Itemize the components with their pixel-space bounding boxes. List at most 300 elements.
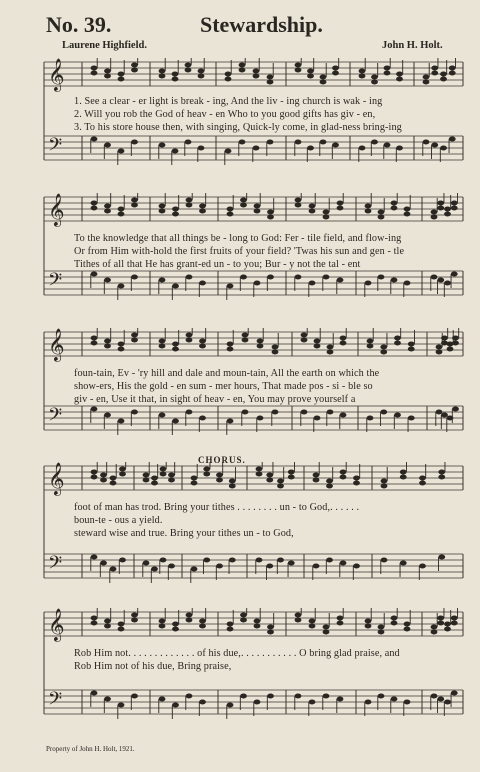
note-head bbox=[367, 339, 374, 344]
note-head bbox=[337, 206, 344, 211]
note-head bbox=[100, 561, 107, 566]
note-head bbox=[431, 71, 438, 76]
note-head bbox=[452, 407, 459, 412]
note-head bbox=[151, 567, 158, 572]
note-head bbox=[186, 333, 193, 338]
note-head bbox=[396, 72, 403, 77]
note-head bbox=[419, 564, 426, 569]
note-head bbox=[408, 342, 415, 347]
note-head bbox=[323, 625, 330, 630]
note-head bbox=[381, 484, 388, 489]
note-head bbox=[444, 700, 451, 705]
note-head bbox=[365, 700, 372, 705]
note-head bbox=[159, 204, 166, 209]
note-head bbox=[295, 618, 302, 623]
note-head bbox=[256, 558, 263, 563]
note-head bbox=[451, 272, 458, 277]
note-head bbox=[288, 470, 295, 475]
note-head bbox=[91, 341, 98, 346]
note-head bbox=[326, 479, 333, 484]
note-head bbox=[172, 342, 179, 347]
note-head bbox=[404, 212, 411, 217]
note-head bbox=[159, 209, 166, 214]
note-head bbox=[367, 416, 374, 421]
note-head bbox=[110, 476, 117, 481]
note-head bbox=[359, 74, 366, 79]
note-head bbox=[307, 69, 314, 74]
note-head bbox=[384, 71, 391, 76]
note-head bbox=[323, 630, 330, 635]
note-head bbox=[380, 345, 387, 350]
treble-clef-icon: 𝄞 bbox=[48, 330, 65, 361]
lyric-line: giv - en, Use it that, in sight of heav - en, You may prove yourself a bbox=[74, 394, 356, 405]
note-head bbox=[91, 691, 98, 696]
note-head bbox=[159, 143, 166, 148]
note-head bbox=[118, 284, 125, 289]
lyric-line: To the knowledge that all things be - long to God: Fer - tile field, and flow-ing bbox=[74, 233, 402, 244]
note-head bbox=[309, 209, 316, 214]
note-head bbox=[185, 140, 192, 145]
note-head bbox=[267, 625, 274, 630]
note-head bbox=[431, 143, 438, 148]
lyric-line: Tithes of all that He has grant-ed un - to you; Bur - y not the tal - ent bbox=[74, 259, 361, 270]
note-head bbox=[337, 621, 344, 626]
note-head bbox=[380, 350, 387, 355]
note-head bbox=[185, 63, 192, 68]
lyric-line: steward wise and true. Bring your tithes un - to God, bbox=[74, 528, 294, 539]
note-head bbox=[365, 619, 372, 624]
note-head bbox=[216, 478, 223, 483]
note-head bbox=[314, 339, 321, 344]
note-head bbox=[131, 333, 138, 338]
note-head bbox=[242, 338, 249, 343]
bass-clef-icon: 𝄢 bbox=[48, 688, 63, 713]
note-head bbox=[400, 470, 407, 475]
note-head bbox=[332, 143, 339, 148]
note-head bbox=[451, 201, 458, 206]
note-head bbox=[451, 621, 458, 626]
note-head bbox=[444, 212, 451, 217]
note-head bbox=[216, 564, 223, 569]
note-head bbox=[437, 616, 444, 621]
note-head bbox=[323, 694, 330, 699]
note-head bbox=[404, 627, 411, 632]
note-head bbox=[254, 281, 261, 286]
note-head bbox=[227, 207, 234, 212]
note-head bbox=[451, 206, 458, 211]
note-head bbox=[332, 66, 339, 71]
note-head bbox=[91, 201, 98, 206]
note-head bbox=[295, 140, 302, 145]
note-head bbox=[239, 68, 246, 73]
note-head bbox=[257, 339, 264, 344]
note-head bbox=[253, 69, 260, 74]
note-head bbox=[104, 278, 111, 283]
note-head bbox=[419, 481, 426, 486]
note-head bbox=[380, 410, 387, 415]
note-head bbox=[159, 344, 166, 349]
note-head bbox=[309, 700, 316, 705]
note-head bbox=[437, 206, 444, 211]
note-head bbox=[118, 72, 125, 77]
note-head bbox=[440, 72, 447, 77]
note-head bbox=[168, 478, 175, 483]
note-head bbox=[104, 69, 111, 74]
note-head bbox=[272, 350, 279, 355]
note-head bbox=[295, 63, 302, 68]
note-head bbox=[91, 470, 98, 475]
lyric-line: 3. To his store house then, with singing, Quick-ly come, in glad-ness bring-ing bbox=[74, 122, 402, 133]
note-head bbox=[436, 350, 443, 355]
note-head bbox=[391, 621, 398, 626]
note-head bbox=[396, 146, 403, 151]
lyric-line: foot of man has trod. Bring your tithes . . . . . . . . un - to God,. . . . . . bbox=[74, 502, 360, 513]
copyright-notice: Property of John H. Holt, 1921. bbox=[46, 745, 135, 753]
note-head bbox=[172, 207, 179, 212]
note-head bbox=[313, 478, 320, 483]
note-head bbox=[229, 558, 236, 563]
note-head bbox=[131, 613, 138, 618]
note-head bbox=[91, 272, 98, 277]
note-head bbox=[441, 336, 448, 341]
note-head bbox=[277, 484, 284, 489]
note-head bbox=[378, 630, 385, 635]
note-head bbox=[199, 624, 206, 629]
note-head bbox=[365, 209, 372, 214]
note-head bbox=[254, 624, 261, 629]
note-head bbox=[451, 691, 458, 696]
note-head bbox=[332, 71, 339, 76]
note-head bbox=[340, 413, 347, 418]
note-head bbox=[391, 206, 398, 211]
note-head bbox=[216, 473, 223, 478]
note-head bbox=[320, 80, 327, 85]
note-head bbox=[444, 207, 451, 212]
note-head bbox=[326, 558, 333, 563]
note-head bbox=[431, 215, 438, 220]
note-head bbox=[340, 336, 347, 341]
note-head bbox=[172, 419, 179, 424]
note-head bbox=[242, 410, 249, 415]
note-head bbox=[340, 470, 347, 475]
note-head bbox=[340, 341, 347, 346]
note-head bbox=[301, 338, 308, 343]
note-head bbox=[131, 410, 138, 415]
composer-credit: John H. Holt. bbox=[382, 40, 443, 51]
note-head bbox=[172, 77, 179, 82]
note-head bbox=[159, 619, 166, 624]
note-head bbox=[119, 472, 126, 477]
note-head bbox=[353, 481, 360, 486]
note-head bbox=[172, 212, 179, 217]
note-head bbox=[104, 413, 111, 418]
note-head bbox=[198, 146, 205, 151]
note-head bbox=[131, 203, 138, 208]
note-head bbox=[440, 77, 447, 82]
note-head bbox=[198, 74, 205, 79]
note-head bbox=[159, 74, 166, 79]
note-head bbox=[307, 146, 314, 151]
note-head bbox=[408, 347, 415, 352]
note-head bbox=[172, 703, 179, 708]
note-head bbox=[323, 275, 330, 280]
note-head bbox=[337, 616, 344, 621]
note-head bbox=[256, 472, 263, 477]
treble-clef-icon: 𝄞 bbox=[48, 464, 65, 495]
note-head bbox=[159, 278, 166, 283]
note-head bbox=[440, 146, 447, 151]
note-head bbox=[203, 472, 210, 477]
note-head bbox=[186, 613, 193, 618]
note-head bbox=[437, 201, 444, 206]
hymn-number: No. 39. bbox=[46, 12, 112, 37]
note-head bbox=[452, 341, 459, 346]
note-head bbox=[172, 622, 179, 627]
lyric-line: 1. See a clear - er light is break - ing, And the liv - ing church is wak - ing bbox=[74, 96, 383, 107]
note-head bbox=[104, 209, 111, 214]
note-head bbox=[267, 75, 274, 80]
note-head bbox=[436, 410, 443, 415]
note-head bbox=[199, 619, 206, 624]
note-head bbox=[309, 624, 316, 629]
note-head bbox=[267, 210, 274, 215]
note-head bbox=[431, 275, 438, 280]
note-head bbox=[227, 419, 234, 424]
note-head bbox=[100, 473, 107, 478]
note-head bbox=[404, 622, 411, 627]
note-head bbox=[100, 478, 107, 483]
note-head bbox=[371, 140, 378, 145]
note-head bbox=[359, 69, 366, 74]
note-head bbox=[394, 413, 401, 418]
hymn-title: Stewardship. bbox=[200, 12, 323, 37]
note-head bbox=[186, 198, 193, 203]
note-head bbox=[404, 700, 411, 705]
note-head bbox=[309, 619, 316, 624]
note-head bbox=[253, 146, 260, 151]
music-system-5 bbox=[42, 608, 464, 738]
note-head bbox=[438, 555, 445, 560]
note-head bbox=[441, 413, 448, 418]
lyric-line: Or from Him with-hold the first fruits of your field? 'Twas his sun and gen - tle bbox=[74, 246, 405, 257]
note-head bbox=[314, 416, 321, 421]
note-head bbox=[257, 344, 264, 349]
note-head bbox=[225, 77, 232, 82]
note-head bbox=[240, 618, 247, 623]
note-head bbox=[91, 407, 98, 412]
note-head bbox=[367, 344, 374, 349]
note-head bbox=[239, 140, 246, 145]
note-head bbox=[288, 475, 295, 480]
note-head bbox=[444, 627, 451, 632]
note-head bbox=[267, 630, 274, 635]
note-head bbox=[337, 278, 344, 283]
note-head bbox=[313, 473, 320, 478]
note-head bbox=[186, 275, 193, 280]
note-head bbox=[186, 410, 193, 415]
note-head bbox=[225, 72, 232, 77]
note-head bbox=[378, 625, 385, 630]
note-head bbox=[359, 146, 366, 151]
note-head bbox=[307, 74, 314, 79]
note-head bbox=[191, 567, 198, 572]
note-head bbox=[295, 198, 302, 203]
note-head bbox=[423, 140, 430, 145]
lyric-line: foun-tain, Ev - 'ry hill and dale and moun-tain, All the earth on which the bbox=[74, 368, 380, 379]
note-head bbox=[353, 564, 360, 569]
note-head bbox=[172, 72, 179, 77]
note-head bbox=[104, 74, 111, 79]
note-head bbox=[431, 210, 438, 215]
lyric-line: 2. Will you rob the God of heav - en Who to you good gifts has giv - en, bbox=[74, 109, 376, 120]
note-head bbox=[203, 467, 210, 472]
note-head bbox=[110, 567, 117, 572]
note-head bbox=[327, 410, 334, 415]
note-head bbox=[227, 284, 234, 289]
note-head bbox=[172, 284, 179, 289]
note-head bbox=[168, 473, 175, 478]
note-head bbox=[323, 215, 330, 220]
note-head bbox=[391, 616, 398, 621]
note-head bbox=[295, 275, 302, 280]
note-head bbox=[159, 413, 166, 418]
note-head bbox=[242, 333, 249, 338]
note-head bbox=[449, 66, 456, 71]
bass-clef-icon: 𝄢 bbox=[48, 552, 63, 577]
note-head bbox=[272, 410, 279, 415]
note-head bbox=[423, 75, 430, 80]
note-head bbox=[396, 77, 403, 82]
note-head bbox=[253, 74, 260, 79]
note-head bbox=[266, 478, 273, 483]
note-head bbox=[371, 75, 378, 80]
note-head bbox=[227, 627, 234, 632]
note-head bbox=[118, 703, 125, 708]
note-head bbox=[186, 694, 193, 699]
note-head bbox=[118, 207, 125, 212]
note-head bbox=[159, 697, 166, 702]
note-head bbox=[185, 68, 192, 73]
note-head bbox=[327, 350, 334, 355]
note-head bbox=[104, 143, 111, 148]
note-head bbox=[191, 481, 198, 486]
note-head bbox=[449, 71, 456, 76]
note-head bbox=[118, 212, 125, 217]
note-head bbox=[444, 281, 451, 286]
note-head bbox=[337, 201, 344, 206]
note-head bbox=[240, 203, 247, 208]
note-head bbox=[353, 476, 360, 481]
note-head bbox=[400, 561, 407, 566]
note-head bbox=[160, 467, 167, 472]
note-head bbox=[131, 198, 138, 203]
note-head bbox=[295, 694, 302, 699]
note-head bbox=[437, 278, 444, 283]
treble-clef-icon: 𝄞 bbox=[48, 195, 65, 226]
note-head bbox=[199, 416, 206, 421]
note-head bbox=[227, 347, 234, 352]
note-head bbox=[254, 204, 261, 209]
note-head bbox=[320, 140, 327, 145]
note-head bbox=[118, 627, 125, 632]
note-head bbox=[104, 619, 111, 624]
note-head bbox=[301, 410, 308, 415]
note-head bbox=[431, 66, 438, 71]
note-head bbox=[295, 203, 302, 208]
lyricist-credit: Laurene Highfield. bbox=[62, 40, 147, 51]
note-head bbox=[159, 339, 166, 344]
note-head bbox=[257, 416, 264, 421]
note-head bbox=[203, 558, 210, 563]
note-head bbox=[378, 694, 385, 699]
note-head bbox=[131, 68, 138, 73]
bass-clef-icon: 𝄢 bbox=[48, 269, 63, 294]
note-head bbox=[419, 476, 426, 481]
note-head bbox=[295, 613, 302, 618]
note-head bbox=[444, 622, 451, 627]
note-head bbox=[371, 80, 378, 85]
note-head bbox=[267, 140, 274, 145]
note-head bbox=[323, 210, 330, 215]
note-head bbox=[320, 75, 327, 80]
note-head bbox=[295, 68, 302, 73]
note-head bbox=[104, 204, 111, 209]
note-head bbox=[408, 416, 415, 421]
note-head bbox=[131, 338, 138, 343]
note-head bbox=[160, 472, 167, 477]
note-head bbox=[159, 624, 166, 629]
note-head bbox=[326, 484, 333, 489]
note-head bbox=[267, 80, 274, 85]
note-head bbox=[199, 204, 206, 209]
note-head bbox=[186, 618, 193, 623]
note-head bbox=[172, 347, 179, 352]
note-head bbox=[365, 204, 372, 209]
note-head bbox=[131, 618, 138, 623]
note-head bbox=[118, 77, 125, 82]
note-head bbox=[131, 63, 138, 68]
note-head bbox=[143, 473, 150, 478]
note-head bbox=[91, 336, 98, 341]
note-head bbox=[254, 619, 261, 624]
note-head bbox=[119, 467, 126, 472]
note-head bbox=[394, 341, 401, 346]
note-head bbox=[431, 625, 438, 630]
lyric-line: Rob Him not. . . . . . . . . . . . . of his due,. . . . . . . . . . . O bring glad praise, and bbox=[74, 648, 400, 659]
note-head bbox=[227, 622, 234, 627]
bass-clef-icon: 𝄢 bbox=[48, 404, 63, 429]
note-head bbox=[254, 209, 261, 214]
note-head bbox=[91, 621, 98, 626]
note-head bbox=[199, 700, 206, 705]
note-head bbox=[172, 627, 179, 632]
note-head bbox=[288, 561, 295, 566]
note-head bbox=[266, 564, 273, 569]
note-head bbox=[199, 344, 206, 349]
note-head bbox=[391, 201, 398, 206]
note-head bbox=[119, 558, 126, 563]
note-head bbox=[186, 203, 193, 208]
note-head bbox=[91, 206, 98, 211]
note-head bbox=[143, 561, 150, 566]
note-head bbox=[199, 209, 206, 214]
note-head bbox=[118, 342, 125, 347]
note-head bbox=[404, 207, 411, 212]
note-head bbox=[267, 694, 274, 699]
note-head bbox=[277, 479, 284, 484]
note-head bbox=[449, 137, 456, 142]
note-head bbox=[451, 616, 458, 621]
